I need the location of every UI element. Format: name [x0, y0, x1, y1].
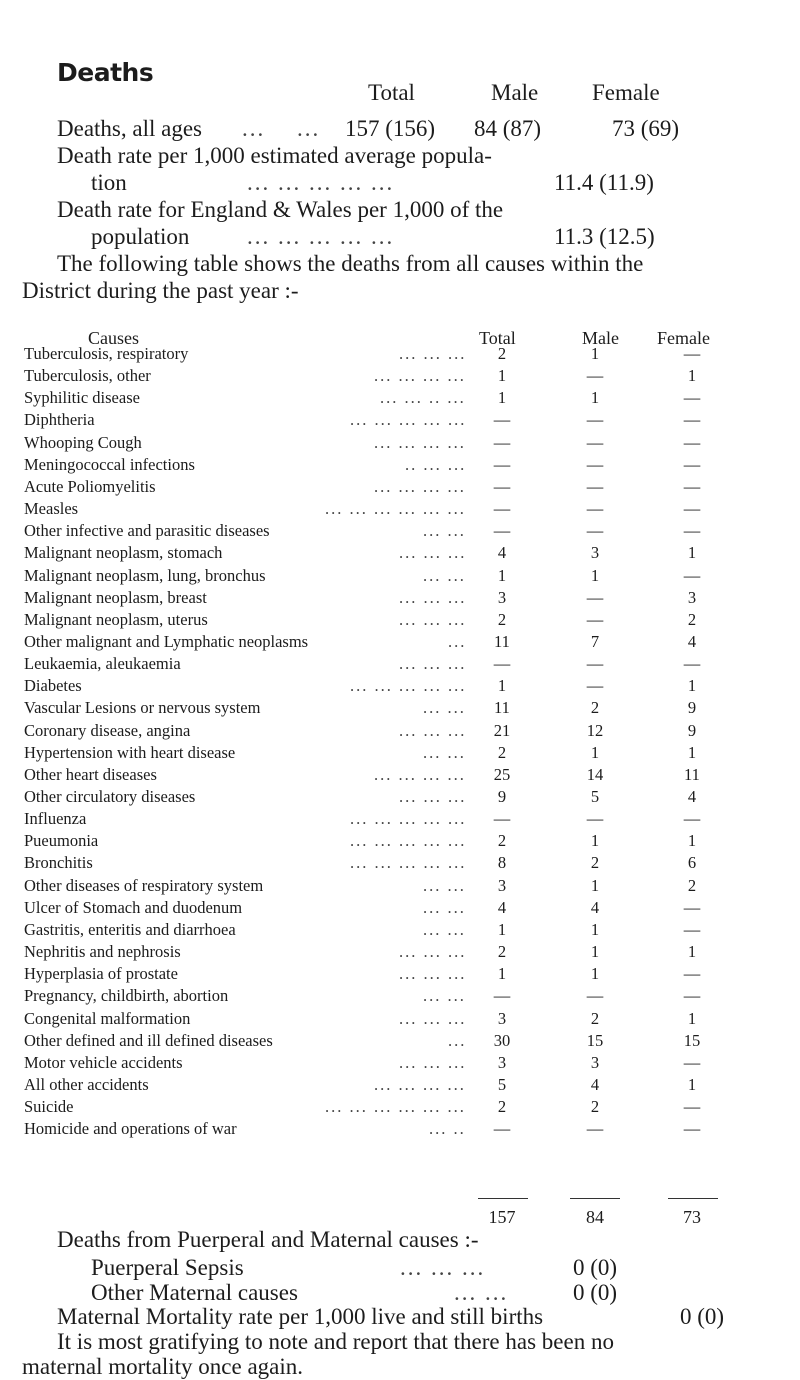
cause-label: Gastritis, enteritis and diarrhoea	[24, 920, 236, 939]
deaths-leader-dots-1: ...	[242, 116, 266, 141]
male-cell: —	[586, 410, 604, 429]
male-cell: —	[586, 455, 604, 474]
total-cell: 1	[497, 676, 507, 695]
cause-label: Pregnancy, childbirth, abortion	[24, 986, 229, 1005]
total-cell: —	[493, 654, 511, 673]
ew-death-rate-value: 11.3 (12.5)	[554, 224, 655, 249]
cause-label: Tuberculosis, respiratory	[24, 344, 189, 363]
closing-line-2: maternal mortality once again.	[22, 1354, 303, 1379]
cause-label: Syphilitic disease	[24, 388, 140, 407]
male-cell: 3	[590, 1053, 600, 1072]
deaths-male-value: 84 (87)	[474, 116, 542, 141]
total-cell: 1	[497, 388, 507, 407]
female-cell: 1	[687, 743, 697, 762]
total-cell: 2	[497, 610, 507, 629]
leader-dots: .. ... ...	[405, 455, 467, 474]
male-cell: 1	[590, 920, 600, 939]
male-cell: 1	[590, 876, 600, 895]
total-cell: 2	[497, 831, 507, 850]
cause-label: Measles	[24, 499, 79, 518]
male-cell: 1	[590, 566, 600, 585]
maternal-mortality-rate-value: 0 (0)	[680, 1304, 725, 1329]
other-maternal-leader-dots: ... ...	[454, 1280, 509, 1305]
male-cell: —	[586, 366, 604, 385]
female-cell: 2	[687, 876, 697, 895]
male-cell: 2	[590, 1097, 600, 1116]
leader-dots: ... ... ... ... ...	[350, 410, 467, 429]
leader-dots: ...	[448, 1031, 467, 1050]
female-cell: 11	[684, 765, 700, 784]
male-cell: 1	[590, 831, 600, 850]
col-header-total: Total	[479, 328, 516, 348]
deaths-total-value: 157 (156)	[345, 116, 436, 141]
female-cell: —	[683, 433, 701, 452]
cause-label: Vascular Lesions or nervous system	[24, 698, 261, 717]
female-cell: —	[683, 1097, 701, 1116]
death-rate-value: 11.4 (11.9)	[554, 170, 654, 195]
female-cell: —	[683, 898, 701, 917]
total-sum-rule	[478, 1198, 528, 1199]
total-cell: —	[493, 455, 511, 474]
total-cell: 3	[497, 1009, 507, 1028]
female-cell: —	[683, 344, 701, 363]
female-cell: —	[683, 1053, 701, 1072]
cause-label: Hyperplasia of prostate	[24, 964, 178, 983]
male-cell: —	[586, 1119, 604, 1138]
total-cell: 11	[494, 698, 510, 717]
total-cell: 4	[497, 543, 507, 562]
male-cell: 5	[590, 787, 600, 806]
ew-death-rate-line-1: Death rate for England & Wales per 1,000 of the	[57, 197, 504, 222]
leader-dots: ... ... ... ...	[374, 765, 466, 784]
table-intro-line-2: District during the past year :-	[22, 278, 299, 303]
death-rate-line-2: tion	[91, 170, 127, 195]
total-cell: 1	[497, 920, 507, 939]
total-cell: 2	[497, 1097, 507, 1116]
cause-label: Malignant neoplasm, stomach	[24, 543, 223, 562]
cause-label: Homicide and operations of war	[24, 1119, 237, 1138]
male-cell: —	[586, 588, 604, 607]
female-cell: 1	[687, 366, 697, 385]
male-cell: —	[586, 654, 604, 673]
cause-label: Motor vehicle accidents	[24, 1053, 183, 1072]
male-cell: —	[586, 986, 604, 1005]
cause-label: Other defined and ill defined diseases	[24, 1031, 273, 1050]
leader-dots: ... ... ...	[399, 344, 467, 363]
puerperal-sepsis-leader-dots: ... ... ...	[400, 1255, 486, 1280]
leader-dots: ... ... ...	[399, 610, 467, 629]
female-cell: —	[683, 1119, 701, 1138]
leader-dots: ... ... ... ...	[374, 366, 466, 385]
total-cell: 30	[493, 1031, 511, 1050]
female-cell: 4	[687, 787, 697, 806]
leader-dots: ... ...	[423, 898, 466, 917]
female-cell: —	[683, 809, 701, 828]
puerperal-sepsis-label: Puerperal Sepsis	[91, 1255, 244, 1280]
male-cell: 2	[590, 853, 600, 872]
cause-label: Tuberculosis, other	[24, 366, 151, 385]
cause-label: Acute Poliomyelitis	[24, 477, 156, 496]
male-cell: —	[586, 433, 604, 452]
female-cell: 4	[687, 632, 697, 651]
cause-label: Ulcer of Stomach and duodenum	[24, 898, 243, 917]
leader-dots: ... ... ... ...	[374, 433, 466, 452]
leader-dots: ...	[448, 632, 467, 651]
col-header-causes: Causes	[88, 328, 139, 348]
male-cell: 1	[590, 344, 600, 363]
total-cell: 21	[493, 721, 511, 740]
other-maternal-value: 0 (0)	[573, 1280, 618, 1305]
female-cell: 6	[687, 853, 697, 872]
leader-dots: ... ... ... ... ...	[350, 853, 467, 872]
cause-label: Meningococcal infections	[24, 455, 195, 474]
male-cell: 1	[590, 942, 600, 961]
summary-col-female: Female	[592, 80, 660, 105]
male-cell: —	[586, 499, 604, 518]
cause-label: Diabetes	[24, 676, 82, 695]
cause-label: Other diseases of respiratory system	[24, 876, 264, 895]
death-rate-leader-dots: ... ... ... ... ...	[247, 170, 395, 195]
total-cell: —	[493, 986, 511, 1005]
total-cell: 4	[497, 898, 507, 917]
female-cell: 9	[687, 721, 697, 740]
total-cell: —	[493, 433, 511, 452]
total-cell: 5	[497, 1075, 507, 1094]
col-header-male: Male	[582, 328, 619, 348]
female-cell: 1	[687, 1075, 697, 1094]
male-cell: 7	[590, 632, 600, 651]
cause-label: Malignant neoplasm, lung, bronchus	[24, 566, 266, 585]
male-sum-rule	[570, 1198, 620, 1199]
grand-male-value: 84	[586, 1207, 604, 1227]
female-cell: 1	[687, 942, 697, 961]
total-cell: —	[493, 477, 511, 496]
leader-dots: ... ...	[423, 986, 466, 1005]
ew-death-rate-line-2: population	[91, 224, 190, 249]
summary-col-total: Total	[368, 80, 415, 105]
total-cell: 8	[497, 853, 507, 872]
puerperal-sepsis-value: 0 (0)	[573, 1255, 618, 1280]
leader-dots: ... ... ...	[399, 1053, 467, 1072]
leader-dots: ... ... ...	[399, 588, 467, 607]
deaths-all-ages-label: Deaths, all ages	[57, 116, 202, 141]
summary-col-male: Male	[491, 80, 539, 105]
leader-dots: ... ... ... ... ... ...	[325, 1097, 466, 1116]
male-cell: 14	[586, 765, 604, 784]
female-cell: —	[683, 499, 701, 518]
cause-label: Leukaemia, aleukaemia	[24, 654, 181, 673]
cause-label: Other heart diseases	[24, 765, 157, 784]
female-cell: —	[683, 388, 701, 407]
total-cell: 3	[497, 876, 507, 895]
leader-dots: ... ...	[423, 521, 466, 540]
male-cell: 15	[586, 1031, 604, 1050]
deaths-female-value: 73 (69)	[612, 116, 680, 141]
leader-dots: ... ...	[423, 920, 466, 939]
total-cell: 3	[497, 588, 507, 607]
ew-death-rate-leader-dots: ... ... ... ... ...	[247, 224, 395, 249]
leader-dots: ... ... ...	[399, 964, 467, 983]
cause-label: Pueumonia	[24, 831, 99, 850]
other-maternal-label: Other Maternal causes	[91, 1280, 298, 1305]
grand-total-value: 157	[488, 1207, 516, 1227]
total-cell: 1	[497, 566, 507, 585]
male-cell: 2	[590, 1009, 600, 1028]
cause-label: Diphtheria	[24, 410, 95, 429]
male-cell: 3	[590, 543, 600, 562]
total-cell: —	[493, 410, 511, 429]
leader-dots: ... ... ...	[399, 543, 467, 562]
maternal-heading: Deaths from Puerperal and Maternal causes :-	[57, 1227, 479, 1252]
maternal-mortality-rate-text: Maternal Mortality rate per 1,000 live and still births	[57, 1304, 544, 1329]
female-sum-rule	[668, 1198, 718, 1199]
cause-label: Congenital malformation	[24, 1009, 191, 1028]
cause-label: Nephritis and nephrosis	[24, 942, 181, 961]
male-cell: 1	[590, 743, 600, 762]
cause-label: Coronary disease, angina	[24, 721, 191, 740]
leader-dots: ... ... ... ... ...	[350, 831, 467, 850]
deaths-leader-dots-2: ...	[297, 116, 321, 141]
male-cell: 12	[586, 721, 604, 740]
female-cell: —	[683, 455, 701, 474]
col-header-female: Female	[657, 328, 710, 348]
total-cell: 3	[497, 1053, 507, 1072]
leader-dots: ... ...	[423, 743, 466, 762]
female-cell: 1	[687, 676, 697, 695]
total-cell: —	[493, 809, 511, 828]
total-cell: —	[493, 499, 511, 518]
total-cell: —	[493, 1119, 511, 1138]
total-cell: 2	[497, 344, 507, 363]
female-cell: —	[683, 410, 701, 429]
cause-label: Other malignant and Lymphatic neoplasms	[24, 632, 309, 651]
male-cell: 4	[590, 1075, 600, 1094]
leader-dots: ... ... ... ...	[374, 477, 466, 496]
cause-label: Influenza	[24, 809, 87, 828]
leader-dots: ... ... ... ... ...	[350, 809, 467, 828]
leader-dots: ... ..	[429, 1119, 466, 1138]
female-cell: —	[683, 566, 701, 585]
leader-dots: ... ... ...	[399, 1009, 467, 1028]
leader-dots: ... ...	[423, 566, 466, 585]
leader-dots: ... ...	[423, 698, 466, 717]
cause-label: Bronchitis	[24, 853, 93, 872]
leader-dots: ... ... ...	[399, 721, 467, 740]
total-cell: 1	[497, 964, 507, 983]
male-cell: —	[586, 477, 604, 496]
male-cell: —	[586, 610, 604, 629]
total-cell: 1	[497, 366, 507, 385]
page-heading: Deaths	[57, 58, 154, 87]
female-cell: 15	[683, 1031, 701, 1050]
grand-female-value: 73	[683, 1207, 701, 1227]
male-cell: 4	[590, 898, 600, 917]
cause-label: All other accidents	[24, 1075, 149, 1094]
female-cell: 1	[687, 1009, 697, 1028]
total-cell: 11	[494, 632, 510, 651]
leader-dots: ... ... ...	[399, 942, 467, 961]
female-cell: —	[683, 920, 701, 939]
leader-dots: ... ... ... ... ...	[350, 676, 467, 695]
female-cell: —	[683, 964, 701, 983]
closing-line-1: It is most gratifying to note and report that there has been no	[57, 1329, 614, 1354]
leader-dots: ... ...	[423, 876, 466, 895]
male-cell: —	[586, 809, 604, 828]
total-cell: 2	[497, 743, 507, 762]
table-intro-line-1: The following table shows the deaths from all causes within the	[57, 251, 644, 276]
cause-label: Other infective and parasitic diseases	[24, 521, 270, 540]
cause-label: Suicide	[24, 1097, 74, 1116]
total-cell: 25	[493, 765, 511, 784]
female-cell: —	[683, 986, 701, 1005]
leader-dots: ... ... .. ...	[380, 388, 466, 407]
female-cell: —	[683, 521, 701, 540]
male-cell: 1	[590, 388, 600, 407]
cause-label: Whooping Cough	[24, 433, 142, 452]
female-cell: —	[683, 654, 701, 673]
male-cell: —	[586, 676, 604, 695]
leader-dots: ... ... ...	[399, 654, 467, 673]
female-cell: 9	[687, 698, 697, 717]
cause-label: Hypertension with heart disease	[24, 743, 236, 762]
female-cell: 1	[687, 543, 697, 562]
male-cell: 1	[590, 964, 600, 983]
leader-dots: ... ... ... ... ... ...	[325, 499, 466, 518]
death-rate-line-1: Death rate per 1,000 estimated average popula-	[57, 143, 492, 168]
total-cell: 9	[497, 787, 507, 806]
total-cell: —	[493, 521, 511, 540]
female-cell: 2	[687, 610, 697, 629]
female-cell: 1	[687, 831, 697, 850]
male-cell: 2	[590, 698, 600, 717]
cause-label: Malignant neoplasm, breast	[24, 588, 207, 607]
female-cell: —	[683, 477, 701, 496]
leader-dots: ... ... ...	[399, 787, 467, 806]
cause-label: Malignant neoplasm, uterus	[24, 610, 208, 629]
male-cell: —	[586, 521, 604, 540]
female-cell: 3	[687, 588, 697, 607]
total-cell: 2	[497, 942, 507, 961]
leader-dots: ... ... ... ...	[374, 1075, 466, 1094]
cause-label: Other circulatory diseases	[24, 787, 196, 806]
